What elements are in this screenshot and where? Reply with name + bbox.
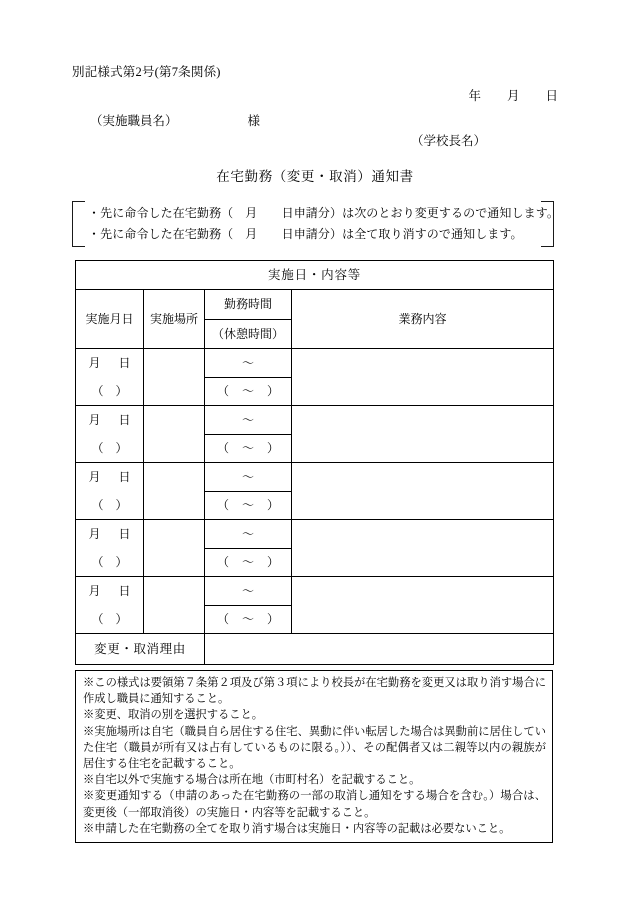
header-time-group: [205, 290, 292, 349]
cell-time[interactable]: [205, 520, 292, 577]
note-item: ※申請した在宅勤務の全てを取り消す場合は実施日・内容等の記載は必要ないこと。: [83, 822, 511, 835]
cell-place[interactable]: [144, 406, 205, 463]
table-row: [76, 349, 554, 406]
note-item: ※変更、取消の別を選択すること。: [83, 709, 263, 722]
note-item: ※自宅以外で実施する場合は所在地（市町村名）を記載すること。: [83, 774, 421, 787]
date-weekday: （ ）: [91, 440, 128, 455]
work-time-range: 〜: [205, 349, 291, 378]
work-time-range: 〜: [205, 463, 291, 492]
work-time-range: 〜: [205, 406, 291, 435]
cell-date[interactable]: [76, 520, 144, 577]
reason-value[interactable]: [205, 634, 554, 665]
table-row: [76, 577, 554, 634]
date-weekday: （ ）: [91, 383, 128, 398]
notice-lines: [88, 203, 559, 245]
page-title: 在宅勤務（変更・取消）通知書: [216, 169, 414, 184]
cell-place[interactable]: [144, 520, 205, 577]
note-item: ※この様式は要領第７条第２項及び第３項により校長が在宅勤務を変更又は取り消す場合に作成し職員に通知すること。: [83, 677, 546, 706]
break-time-range: （ 〜 ）: [216, 384, 280, 399]
date-month-day: 月 日: [88, 412, 131, 427]
break-time-range: （ 〜 ）: [216, 555, 280, 570]
cell-content[interactable]: [292, 577, 554, 634]
cell-content[interactable]: [292, 520, 554, 577]
bracket-left: [72, 201, 85, 247]
header-place: 実施場所: [144, 290, 205, 349]
date-month-day: 月 日: [88, 355, 131, 370]
table-header-row: [76, 290, 554, 349]
issuer-name: （学校長名）: [410, 134, 486, 148]
addressee-honorific: 様: [247, 114, 261, 128]
header-break-time: （休憩時間）: [211, 326, 284, 341]
break-time-range: （ 〜 ）: [216, 441, 280, 456]
cell-date[interactable]: [76, 406, 144, 463]
cell-content[interactable]: [292, 463, 554, 520]
notice-block: [72, 201, 559, 247]
cell-place[interactable]: [144, 349, 205, 406]
schedule-table: [75, 260, 554, 665]
table-title-row: [76, 261, 554, 290]
cell-time[interactable]: [205, 577, 292, 634]
break-time-range: （ 〜 ）: [216, 498, 280, 513]
break-time-range: （ 〜 ）: [216, 612, 280, 627]
note-item: ※実施場所は自宅（職員自ら居住する住宅、異動に伴い転居した場合は異動前に居住していた住宅（職員が所有又は占有しているものに限る。））、その配偶者又は二親等以内の親族が居住する住宅を記載すること。: [83, 725, 546, 771]
work-time-range: 〜: [205, 520, 291, 549]
notice-line-cancel: ・先に命令した在宅勤務（ 月 日申請分）は全て取り消すので通知します。: [88, 227, 523, 241]
note-item: ※変更通知する（申請のあった在宅勤務の一部の取消し通知をする場合を含む。）場合は、変更後（一部取消後）の実施日・内容等を記載すること。: [83, 790, 546, 819]
table-row: [76, 520, 554, 577]
date-month-day: 月 日: [88, 526, 131, 541]
table-row: [76, 406, 554, 463]
year-label: 年: [468, 89, 481, 103]
cell-time[interactable]: [205, 406, 292, 463]
reason-row: [76, 634, 554, 665]
cell-content[interactable]: [292, 406, 554, 463]
date-weekday: （ ）: [91, 497, 128, 512]
header-content: 業務内容: [292, 290, 554, 349]
date-weekday: （ ）: [91, 611, 128, 626]
header-work-time: 勤務時間: [205, 290, 291, 320]
date-line: [0, 86, 630, 104]
cell-time[interactable]: [205, 349, 292, 406]
header-date: 実施月日: [76, 290, 144, 349]
notice-line-change: ・先に命令した在宅勤務（ 月 日申請分）は次のとおり変更するので通知します。: [88, 206, 559, 220]
cell-content[interactable]: [292, 349, 554, 406]
cell-place[interactable]: [144, 463, 205, 520]
table-title: 実施日・内容等: [76, 261, 554, 290]
work-time-range: 〜: [205, 577, 291, 606]
cell-date[interactable]: [76, 463, 144, 520]
reason-label: 変更・取消理由: [76, 634, 205, 665]
notes-box: [75, 670, 553, 843]
cell-date[interactable]: [76, 349, 144, 406]
date-month-day: 月 日: [88, 583, 131, 598]
table-row: [76, 463, 554, 520]
addressee: [90, 111, 260, 129]
cell-place[interactable]: [144, 577, 205, 634]
cell-date[interactable]: [76, 577, 144, 634]
date-month-day: 月 日: [88, 469, 131, 484]
cell-time[interactable]: [205, 463, 292, 520]
form-code: 別記様式第2号(第7条関係): [72, 65, 221, 79]
day-label: 日: [545, 89, 558, 103]
date-weekday: （ ）: [91, 554, 128, 569]
month-label: 月: [506, 89, 520, 103]
addressee-name: （実施職員名）: [90, 114, 178, 128]
